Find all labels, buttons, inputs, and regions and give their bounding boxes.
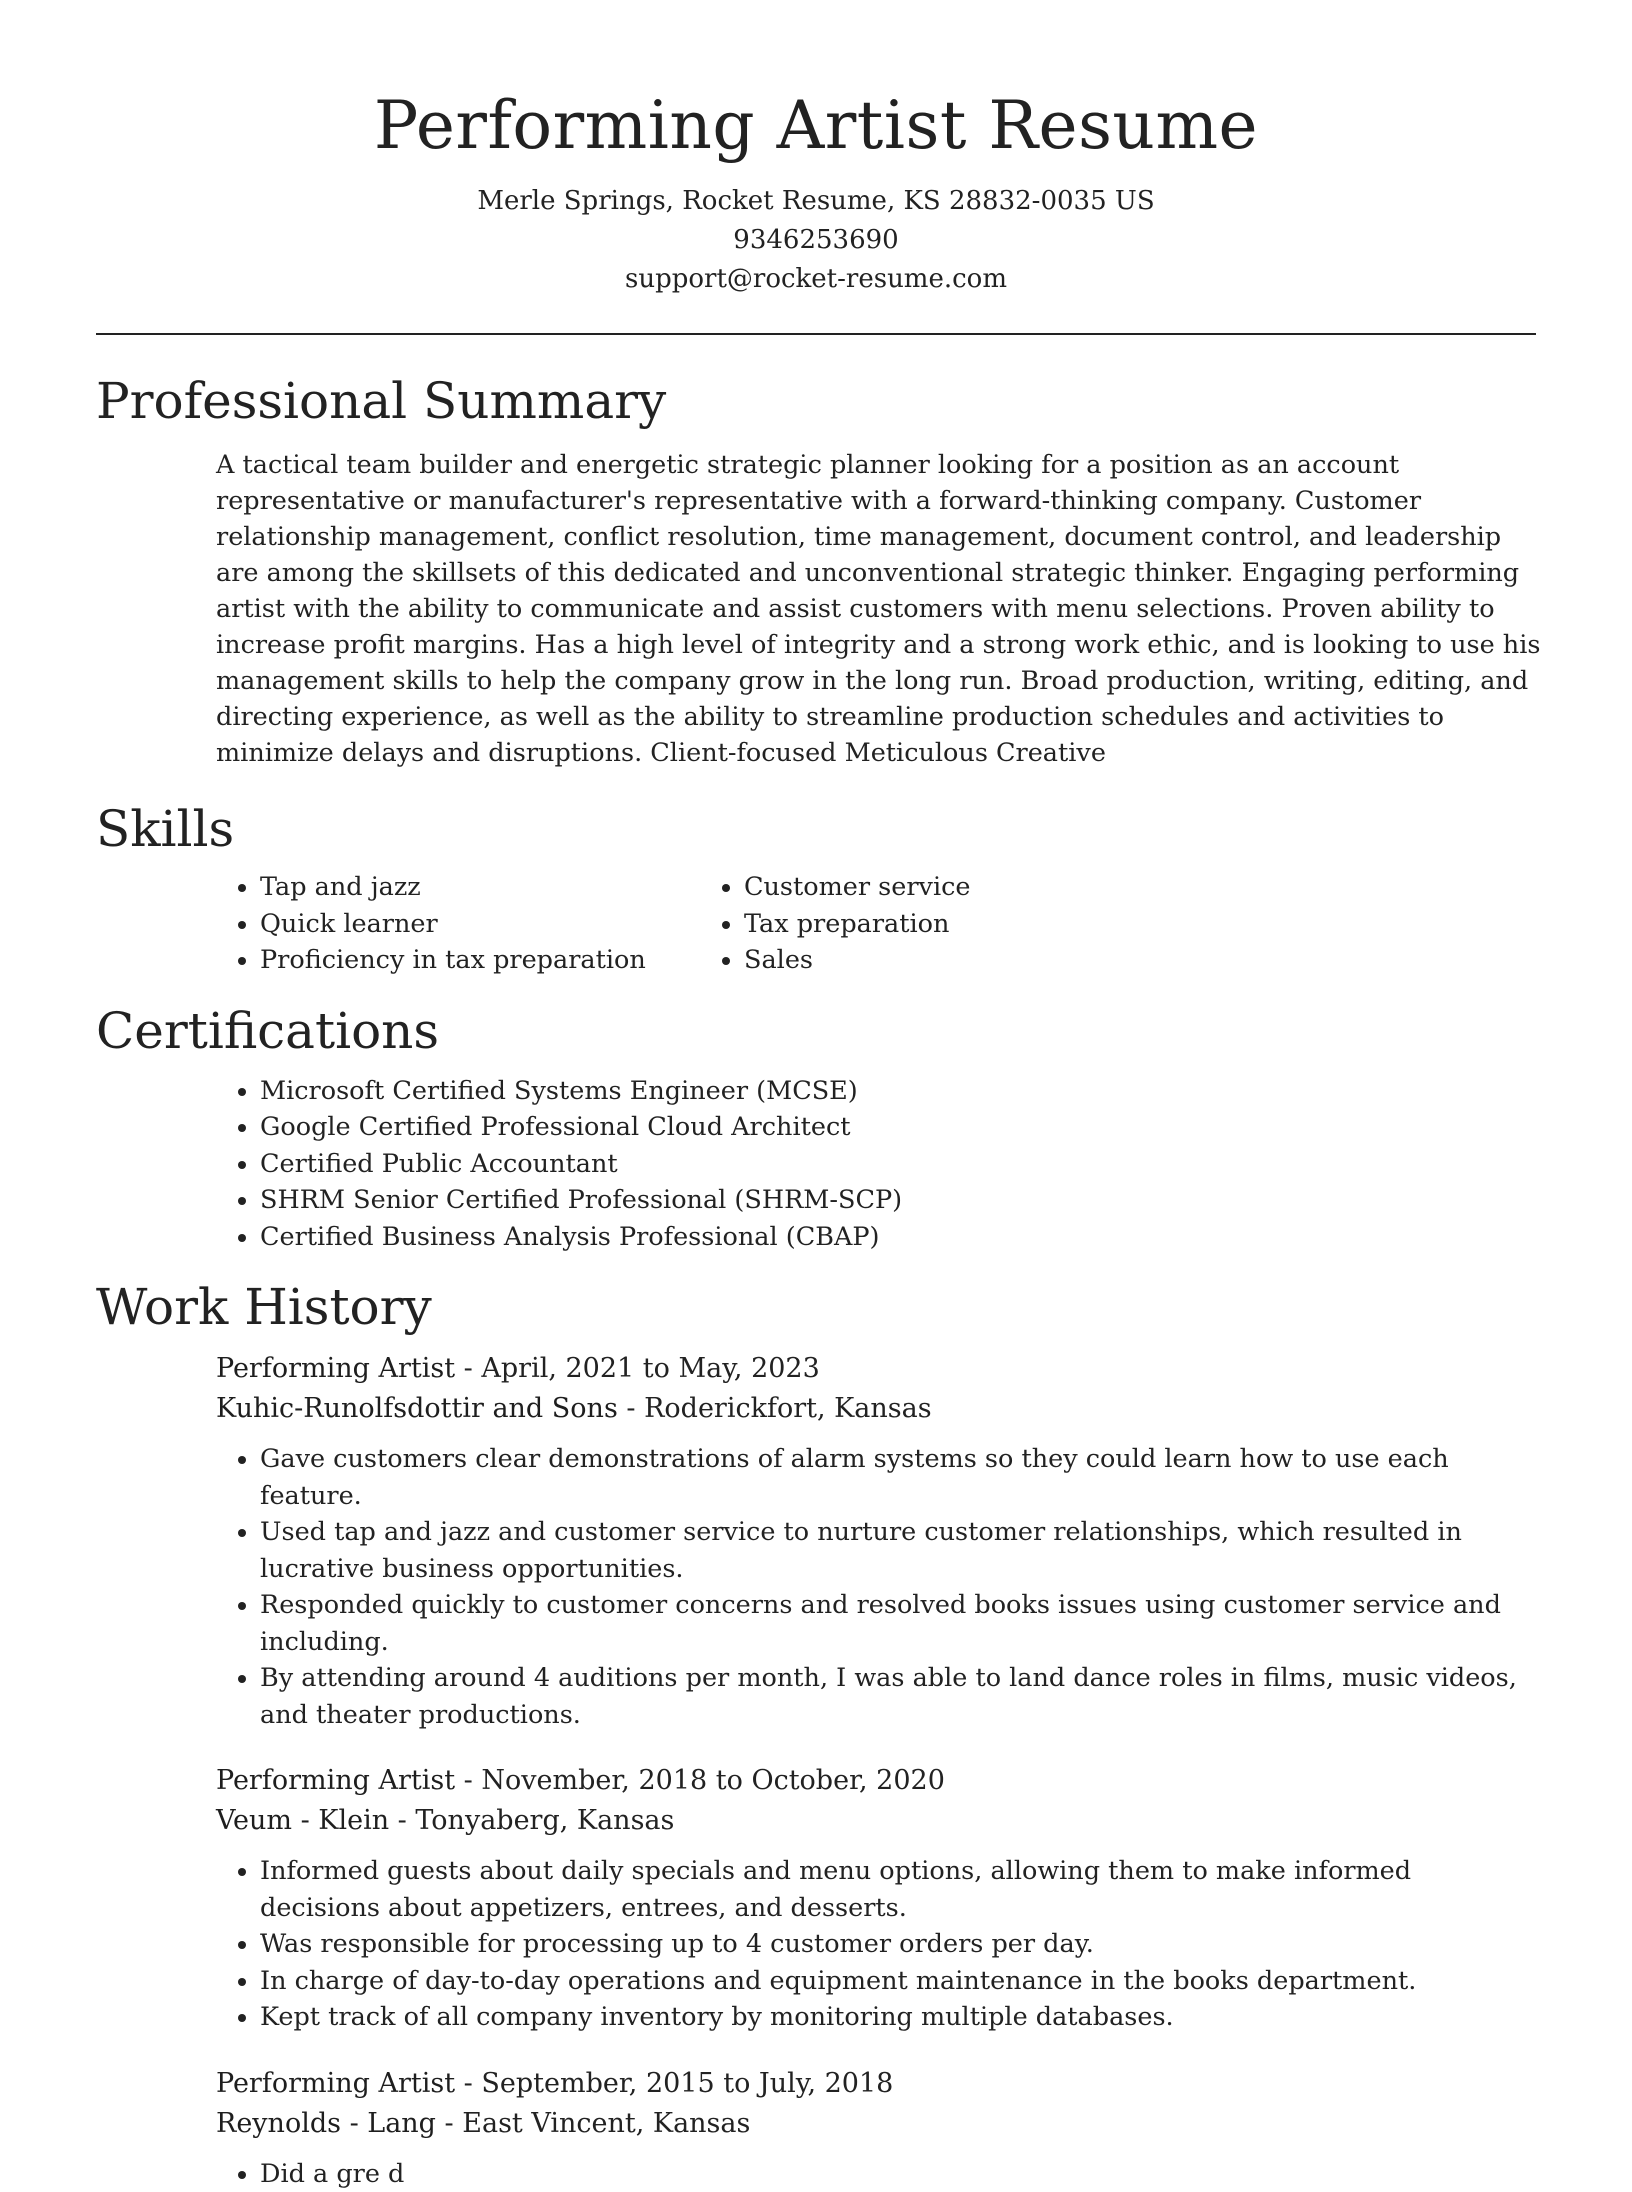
certification-item: • Certified Public Accountant [260,1146,1536,1183]
job-role: Performing Artist [216,1353,455,1384]
work-history-heading: Work History [96,1277,1536,1337]
job-duty: • In charge of day-to-day operations and equipment maintenance in the books department. [260,1963,1530,2000]
job-dates: - April, 2021 to May, 2023 [455,1353,820,1384]
job-entry [216,2064,1536,2192]
skill-item: • Sales [744,942,1228,979]
job-location: - Roderickfort, Kansas [618,1393,932,1424]
skill-item: • Customer service [744,869,1228,906]
job-duty: • Informed guests about daily specials and menu options, allowing them to make informed decisions about appetizers, entrees, and desserts. [260,1853,1530,1926]
job-duties-list [216,1441,1530,1733]
job-company: Veum - Klein [216,1805,389,1836]
job-duties-list [216,1853,1530,2036]
job-location: - East Vincent, Kansas [436,2108,750,2139]
header-divider [96,333,1536,335]
job-company-line [216,1389,1536,1429]
certifications-heading: Certifications [96,1001,1536,1061]
certification-item: • Microsoft Certified Systems Engineer (MCSE) [260,1073,1536,1110]
summary-heading: Professional Summary [96,371,1536,431]
job-company-line [216,2104,1536,2144]
job-role-line [216,1349,1536,1389]
job-duty: • Responded quickly to customer concerns and resolved books issues using customer service and including. [260,1587,1530,1660]
job-role: Performing Artist [216,1765,455,1796]
skill-item: • Tax preparation [744,906,1228,943]
job-duty: • Gave customers clear demonstrations of alarm systems so they could learn how to use each feature. [260,1441,1530,1514]
certification-item: • Certified Business Analysis Professional (CBAP) [260,1219,1536,1256]
skill-item: • Proficiency in tax preparation [260,942,744,979]
job-duties-list [216,2156,1530,2192]
job-role-line [216,1761,1536,1801]
job-company-line [216,1801,1536,1841]
contact-address: Merle Springs, Rocket Resume, KS 28832-0035 US [96,182,1536,221]
job-company: Reynolds - Lang [216,2108,436,2139]
job-duty: • Used tap and jazz and customer service to nurture customer relationships, which resulted in lucrative business opportunities. [260,1514,1530,1587]
contact-phone: 9346253690 [96,221,1536,260]
skills-columns [96,869,1536,979]
job-location: - Tonyaberg, Kansas [389,1805,674,1836]
resume-header [96,0,1536,299]
job-role: Performing Artist [216,2068,455,2099]
contact-info [96,182,1536,299]
resume-title: Performing Artist Resume [96,88,1536,164]
job-company: Kuhic-Runolfsdottir and Sons [216,1393,618,1424]
skills-heading: Skills [96,799,1536,859]
job-duty: • Kept track of all company inventory by monitoring multiple databases. [260,1999,1530,2036]
job-dates: - September, 2015 to July, 2018 [455,2068,893,2099]
job-entry [216,1761,1536,2036]
contact-email: support@rocket-resume.com [96,260,1536,299]
job-duty: • Was responsible for processing up to 4 customer orders per day. [260,1926,1530,1963]
certification-item: • Google Certified Professional Cloud Architect [260,1109,1536,1146]
skills-list-right [580,869,1228,979]
certification-item: • SHRM Senior Certified Professional (SHRM-SCP) [260,1182,1536,1219]
certifications-list [96,1073,1536,1256]
job-duty: • Did a gre d [260,2156,1530,2192]
resume-page [96,0,1536,2192]
skill-item: • Quick learner [260,906,744,943]
job-dates: - November, 2018 to October, 2020 [455,1765,945,1796]
job-duty: • By attending around 4 auditions per month, I was able to land dance roles in films, music videos, and theater productions. [260,1660,1530,1733]
job-role-line [216,2064,1536,2104]
summary-text: A tactical team builder and energetic strategic planner looking for a position as an account representative or manufacturer's representative with a forward-thinking company. Customer relationship management, conflict resolution, time management, document control, and leadership are among the skillsets of this dedicated and unconventional strategic thinker. Engaging performing artist with the ability to communicate and assist customers with menu selections. Proven ability to increase profit margins. Has a high level of integrity and a strong work ethic, and is looking to use his management skills to help the company grow in the long run. Broad production, writing, editing, and directing experience, as well as the ability to streamline production schedules and activities to minimize delays and disruptions. Client-focused Meticulous Creative [216,447,1546,771]
skill-item: • Tap and jazz [260,869,744,906]
job-entry [216,1349,1536,1733]
